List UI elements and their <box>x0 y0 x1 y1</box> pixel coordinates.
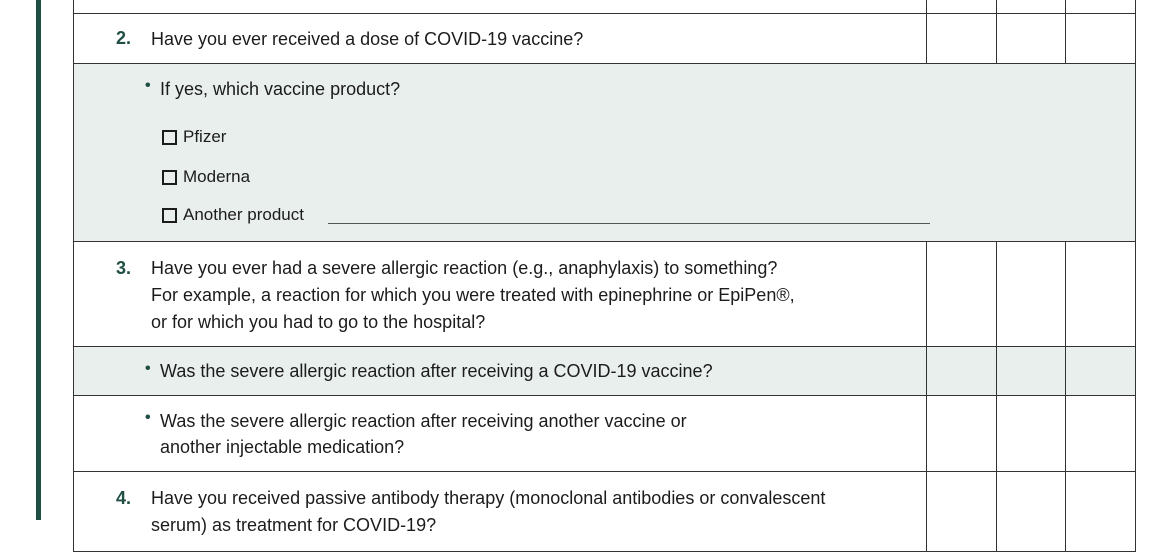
bullet-icon: • <box>145 360 151 377</box>
followup-question: If yes, which vaccine product? <box>160 79 401 99</box>
sub-question-text-line-2: another injectable medication? <box>160 437 405 457</box>
left-accent-bar <box>36 0 41 520</box>
screening-form-table <box>73 0 1136 552</box>
vaccine-product-row <box>73 64 1136 242</box>
question-4-row <box>73 472 1136 552</box>
sub-question-text-line-1: Was the severe allergic reaction after receiving another vaccine or <box>160 411 687 431</box>
answer-cell-no[interactable] <box>996 396 1066 471</box>
question-text-line-3: or for which you had to go to the hospital? <box>151 312 486 332</box>
answer-cell-yes[interactable] <box>926 396 996 471</box>
question-number: 4. <box>116 488 132 508</box>
previous-question-row <box>73 0 1136 14</box>
answer-cell-yes[interactable] <box>926 14 996 63</box>
answer-cell-yes[interactable] <box>926 347 996 395</box>
question-text-line-1: Have you ever had a severe allergic reaction (e.g., anaphylaxis) to something? <box>151 258 778 278</box>
checkbox-icon[interactable] <box>162 208 177 223</box>
answer-cells <box>926 14 1135 63</box>
answer-cells <box>926 472 1135 551</box>
answer-cell-dont-know[interactable] <box>1065 0 1135 13</box>
answer-cell-yes[interactable] <box>926 242 996 346</box>
question-3-sub-2-row <box>73 396 1136 472</box>
option-pfizer[interactable] <box>162 127 226 147</box>
answer-cell-yes[interactable] <box>926 472 996 551</box>
answer-cell-no[interactable] <box>996 14 1066 63</box>
answer-cells <box>926 242 1135 346</box>
question-3-row <box>73 242 1136 347</box>
option-label: Moderna <box>183 167 251 186</box>
question-2-row <box>73 14 1136 64</box>
answer-cell-no[interactable] <box>996 0 1066 13</box>
question-3-sub-1-row <box>73 347 1136 396</box>
answer-cell-dont-know[interactable] <box>1065 347 1135 395</box>
answer-cells <box>926 347 1135 395</box>
answer-cell-no[interactable] <box>996 347 1066 395</box>
question-text-line-1: Have you received passive antibody therapy (monoclonal antibodies or convalescent <box>151 488 826 508</box>
answer-cells <box>926 396 1135 471</box>
answer-cells <box>926 0 1135 13</box>
option-label: Pfizer <box>183 127 227 146</box>
answer-cell-dont-know[interactable] <box>1065 396 1135 471</box>
checkbox-icon[interactable] <box>162 170 177 185</box>
answer-cell-yes[interactable] <box>926 0 996 13</box>
answer-cell-no[interactable] <box>996 242 1066 346</box>
question-number: 3. <box>116 258 132 278</box>
answer-cell-dont-know[interactable] <box>1065 472 1135 551</box>
option-moderna[interactable] <box>162 167 250 187</box>
option-another-product[interactable] <box>162 205 304 225</box>
answer-cell-dont-know[interactable] <box>1065 14 1135 63</box>
question-number: 2. <box>116 28 132 48</box>
question-text: Have you ever received a dose of COVID-19 vaccine? <box>151 29 584 49</box>
answer-cell-dont-know[interactable] <box>1065 242 1135 346</box>
checkbox-icon[interactable] <box>162 130 177 145</box>
question-text-line-2: For example, a reaction for which you were treated with epinephrine or EpiPen®, <box>151 285 795 305</box>
answer-cell-no[interactable] <box>996 472 1066 551</box>
option-label: Another product <box>183 205 304 224</box>
question-text-line-2: serum) as treatment for COVID-19? <box>151 515 437 535</box>
bullet-icon: • <box>145 409 151 426</box>
another-product-write-in-line[interactable] <box>328 223 930 224</box>
bullet-icon: • <box>145 77 151 94</box>
sub-question-text: Was the severe allergic reaction after receiving a COVID-19 vaccine? <box>160 361 713 381</box>
